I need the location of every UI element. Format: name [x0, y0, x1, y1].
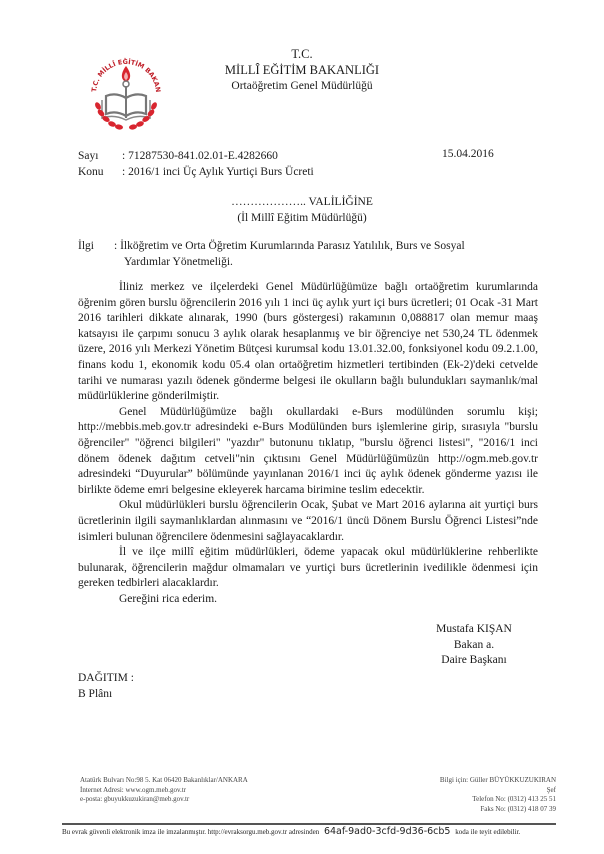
distribution-label: DAĞITIM :: [78, 672, 134, 684]
ilgi-line2: Yardımlar Yönetmeliği.: [124, 256, 233, 268]
ilgi-line1: : İlköğretim ve Orta Öğretim Kurumlarında Parasız Yatılılık, Burs ve Sosyal: [114, 240, 465, 252]
footer-contact-left: [80, 776, 248, 805]
esignature-suffix: koda ile teyit edilebilir.: [455, 828, 521, 836]
closing-line: Gereğini rica ederim.: [119, 592, 218, 605]
konu-label: Konu: [78, 166, 104, 178]
ilgi-block: [78, 238, 518, 270]
signatory-title1: Bakan a.: [453, 638, 495, 651]
document-date: 15.04.2016: [442, 148, 494, 160]
letter-body: [78, 280, 538, 607]
konu-value: : 2016/1 inci Üç Aylık Yurtiçi Burs Ücreti: [122, 166, 314, 178]
addressee-line1: ……………….. VALİLİĞİNE: [231, 196, 373, 208]
body-paragraph-1: İliniz merkez ve ilçelerdeki Genel Müdürlüğümüze bağlı ortaöğretim kurumlarında öğrenim gören burslu öğrencilerin 2016 yılı 1 inci üç aylık yurt içi burs ücretleri; 01 Ocak -31 Mart 2016 tarihleri dikkate alınarak, 1990 (burs göstergesi) rakamının 0,088817 olan memur maaş katsayısı ile çarpımı sonucu 3 aylık olarak hesaplanmış ve bir öğrenciye net 530,24 TL ödenmek üzere, 2016 yılı Merkezi Yönetim Bütçesi kurumsal kodu 13.01.32.00, fonksiyonel kodu 09.2.1.00, finans kodu 1, ekonomik kodu 05.4 olan ortaöğretim hizmetleri tertibinden (Ek-2)'deki cetvelde tarihi ve numarası yazılı ödenek gönderme belgesi ile okulların bağlı bulundukları saymanlık/mal müdürlüklerine gönderilmiştir.: [78, 281, 538, 403]
ilgi-label: İlgi: [78, 240, 94, 252]
distribution-block: [78, 670, 134, 702]
body-paragraph-4: İl ve ilçe millî eğitim müdürlükleri, ödeme yapacak okul müdürlüklerine rehberlikte bulunarak, öğrencilerin mağdur olmamaları ve yurtiçi burs ücretlerinin ivedilikle ödenmesi için gereken tedbirleri alacaklardır.: [78, 546, 538, 590]
signature-block: [414, 622, 534, 669]
sayi-row: [78, 148, 278, 164]
footer-fax: Faks No: (0312) 418 07 39: [480, 804, 556, 813]
sayi-label: Sayı: [78, 150, 99, 162]
distribution-value: B Plânı: [78, 688, 113, 700]
esignature-prefix: Bu evrak güvenli elektronik imza ile imzalanmıştır. http://evraksorgu.meb.gov.tr adresinden: [62, 828, 320, 836]
footer-divider: [62, 823, 556, 825]
header-directorate: Ortaöğretim Genel Müdürlüğü: [231, 80, 373, 92]
sayi-value: : 71287530-841.02.01-E.4282660: [122, 150, 278, 162]
addressee-line2: (İl Millî Eğitim Müdürlüğü): [237, 212, 367, 224]
footer-address: Atatürk Bulvarı No:98 5. Kat 06420 Bakanlıklar/ANKARA: [80, 776, 248, 784]
footer-info: Bilgi için: Güller BÜYÜKKUZUKIRAN: [439, 776, 556, 784]
header-tc: T.C.: [291, 47, 313, 61]
footer-internet: İnternet Adresi: www.ogm.meb.gov.tr: [80, 785, 187, 794]
signatory-title2: Daire Başkanı: [441, 654, 507, 667]
footer-phone: Telefon No: (0312) 413 25 51: [472, 795, 556, 803]
signatory-name: Mustafa KIŞAN: [436, 623, 512, 635]
logo-ring-text: T.C. MİLLÎ EĞİTİM BAKAN: [90, 57, 163, 93]
footer-contact-right: [380, 776, 556, 814]
footer-email: e-posta: gbuyukkuzukiran@meb.gov.tr: [80, 795, 190, 803]
esignature-notice: [62, 826, 556, 838]
footer-role: Şef: [546, 785, 556, 794]
body-paragraph-2: Genel Müdürlüğümüze bağlı okullardaki e-Burs modülünden sorumlu kişi; http://mebbis.meb.gov.tr adresindeki e-Burs Modülünden burs işlemlerine girip, sırasıyla "burslu öğrenciler" "öğrenci bilgileri" "yazdır" butonunu tıklatıp, "burslu öğrenci listesi", "2016/1 inci dönem ödenek dağıtım cetveli"nin çıktısını Genel Müdürlüğümüzün http://ogm.meb.gov.tr adresindeki “Duyurular” bölümünde yayınlanan 2016/1 inci üç aylık ödenek gönderme yazısı ile birlikte ödeme emri belgesine ekleyerek harcama birimine teslim edecektir.: [78, 405, 538, 496]
header-ministry: MİLLÎ EĞİTİM BAKANLIĞI: [224, 63, 380, 77]
konu-row: [78, 164, 314, 180]
body-paragraph-3: Okul müdürlükleri burslu öğrencilerin Ocak, Şubat ve Mart 2016 aylarına ait yurtiçi burs ücretlerinin ilgili saymanlıklardan alınmasını ve “2016/1 üncü Dönem Burslu Öğrenci Listesi”nde isimleri bulunan öğrencilere ödenmesini sağlayacaklardır.: [78, 499, 538, 543]
verification-code: 64af-9ad0-3cfd-9d36-6cb5: [323, 826, 451, 837]
